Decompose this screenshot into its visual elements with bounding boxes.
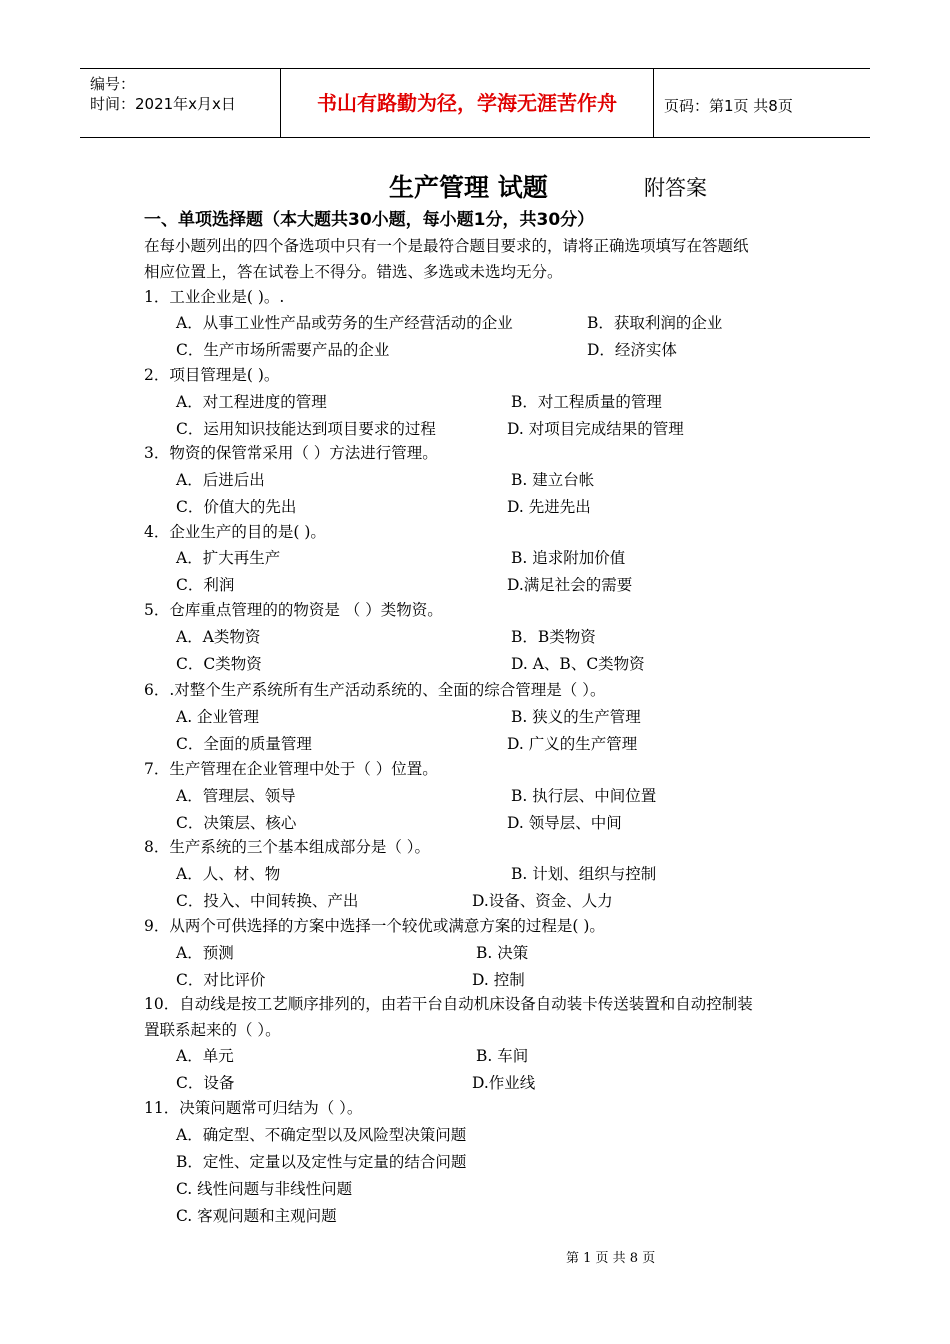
- header-motto: 书山有路勤为径，学海无涯苦作舟: [317, 91, 617, 115]
- question-5-option-d: D. A、B、C类物资: [511, 655, 645, 673]
- question-10-option-c: C．设备: [176, 1074, 235, 1092]
- section-heading: 一、单项选择题（本大题共30小题，每小题1分，共30分）: [144, 210, 595, 230]
- question-4-option-d: D.满足社会的需要: [507, 576, 633, 594]
- question-8-option-b: B. 计划、组织与控制: [511, 865, 657, 883]
- footer-page-number: 第 1 页 共 8 页: [566, 1251, 656, 1266]
- question-2-option-d: D. 对项目完成结果的管理: [507, 420, 684, 438]
- page-header: [80, 68, 870, 138]
- question-8-option-c: C．投入、中间转换、产出: [176, 892, 359, 910]
- question-9-stem: 9．从两个可供选择的方案中选择一个较优或满意方案的过程是( )。: [144, 917, 605, 935]
- section-instruction-line-2: 相应位置上，答在试卷上不得分。错选、多选或未选均无分。: [144, 263, 563, 281]
- question-5-option-b: B．B类物资: [511, 628, 596, 646]
- question-9-option-c: C．对比评价: [176, 971, 266, 989]
- question-3-option-c: C．价值大的先出: [176, 498, 297, 516]
- question-5-stem: 5．仓库重点管理的的物资是 （ ）类物资。: [144, 601, 443, 619]
- question-4-option-c: C．利润: [176, 576, 235, 594]
- question-11-option-a: A．确定型、不确定型以及风险型决策问题: [176, 1126, 467, 1144]
- question-1-option-c: C．生产市场所需要产品的企业: [176, 341, 390, 359]
- question-2-option-b: B．对工程质量的管理: [511, 393, 662, 411]
- document-time-label: 时间：2021年x月x日: [90, 95, 236, 113]
- question-1-option-b: B．获取利润的企业: [587, 314, 723, 332]
- question-9-option-d: D. 控制: [472, 971, 525, 989]
- question-8-option-d: D.设备、资金、人力: [472, 892, 613, 910]
- question-1-option-a: A．从事工业性产品或劳务的生产经营活动的企业: [176, 314, 513, 332]
- question-4-stem: 4．企业生产的目的是( )。: [144, 523, 326, 541]
- question-10-option-a: A．单元: [176, 1047, 234, 1065]
- question-8-option-a: A．人、材、物: [176, 865, 281, 883]
- header-page-cell: [654, 69, 870, 137]
- question-2-option-a: A．对工程进度的管理: [176, 393, 327, 411]
- question-6-stem: 6．.对整个生产系统所有生产活动系统的、全面的综合管理是（ ）。: [144, 681, 606, 699]
- question-9-option-b: B. 决策: [476, 944, 529, 962]
- question-7-option-d: D. 领导层、中间: [507, 814, 622, 832]
- question-2-stem: 2．项目管理是( )。: [144, 366, 280, 384]
- question-5-option-a: A．A类物资: [176, 628, 261, 646]
- question-1-stem: 1．工业企业是( )。.: [144, 288, 285, 306]
- question-3-option-b: B. 建立台帐: [511, 471, 595, 489]
- question-7-stem: 7．生产管理在企业管理中处于（ ）位置。: [144, 760, 438, 778]
- header-motto-cell: [281, 69, 654, 137]
- question-4-option-b: B. 追求附加价值: [511, 549, 626, 567]
- question-8-stem: 8．生产系统的三个基本组成部分是（ ）。: [144, 838, 431, 856]
- section-instruction-line-1: 在每小题列出的四个备选项中只有一个是最符合题目要求的，请将正确选项填写在答题纸: [144, 237, 749, 255]
- question-7-option-b: B. 执行层、中间位置: [511, 787, 657, 805]
- title-main: 生产管理 试题: [389, 173, 548, 202]
- question-4-option-a: A．扩大再生产: [176, 549, 281, 567]
- question-11-option-c: C. 线性问题与非线性问题: [176, 1180, 353, 1198]
- document-number-label: 编号：: [90, 75, 136, 93]
- question-3-option-d: D. 先进先出: [507, 498, 591, 516]
- title-sub: 附答案: [644, 176, 707, 200]
- question-6-option-a: A. 企业管理: [176, 708, 260, 726]
- header-meta-cell: [80, 69, 281, 137]
- question-3-stem: 3．物资的保管常采用（ ）方法进行管理。: [144, 444, 438, 462]
- question-10-stem-line-2: 置联系起来的（ ）。: [144, 1021, 281, 1039]
- header-page-info: 页码：第1页 共8页: [664, 97, 793, 115]
- question-1-option-d: D．经济实体: [587, 341, 677, 359]
- question-9-option-a: A．预测: [176, 944, 234, 962]
- question-5-option-c: C．C类物资: [176, 655, 262, 673]
- question-10-option-b: B. 车间: [476, 1047, 529, 1065]
- question-3-option-a: A．后进后出: [176, 471, 265, 489]
- question-6-option-c: C．全面的质量管理: [176, 735, 312, 753]
- question-11-stem: 11．决策问题常可归结为（ ）。: [144, 1099, 363, 1117]
- question-6-option-b: B. 狭义的生产管理: [511, 708, 641, 726]
- question-2-option-c: C．运用知识技能达到项目要求的过程: [176, 420, 436, 438]
- question-6-option-d: D. 广义的生产管理: [507, 735, 638, 753]
- question-7-option-c: C．决策层、核心: [176, 814, 297, 832]
- question-11-option-d: C. 客观问题和主观问题: [176, 1207, 337, 1225]
- question-10-stem-line-1: 10．自动线是按工艺顺序排列的，由若干台自动机床设备自动装卡传送装置和自动控制装: [144, 995, 753, 1013]
- question-7-option-a: A．管理层、领导: [176, 787, 296, 805]
- question-11-option-b: B．定性、定量以及定性与定量的结合问题: [176, 1153, 467, 1171]
- question-10-option-d: D.作业线: [472, 1074, 536, 1092]
